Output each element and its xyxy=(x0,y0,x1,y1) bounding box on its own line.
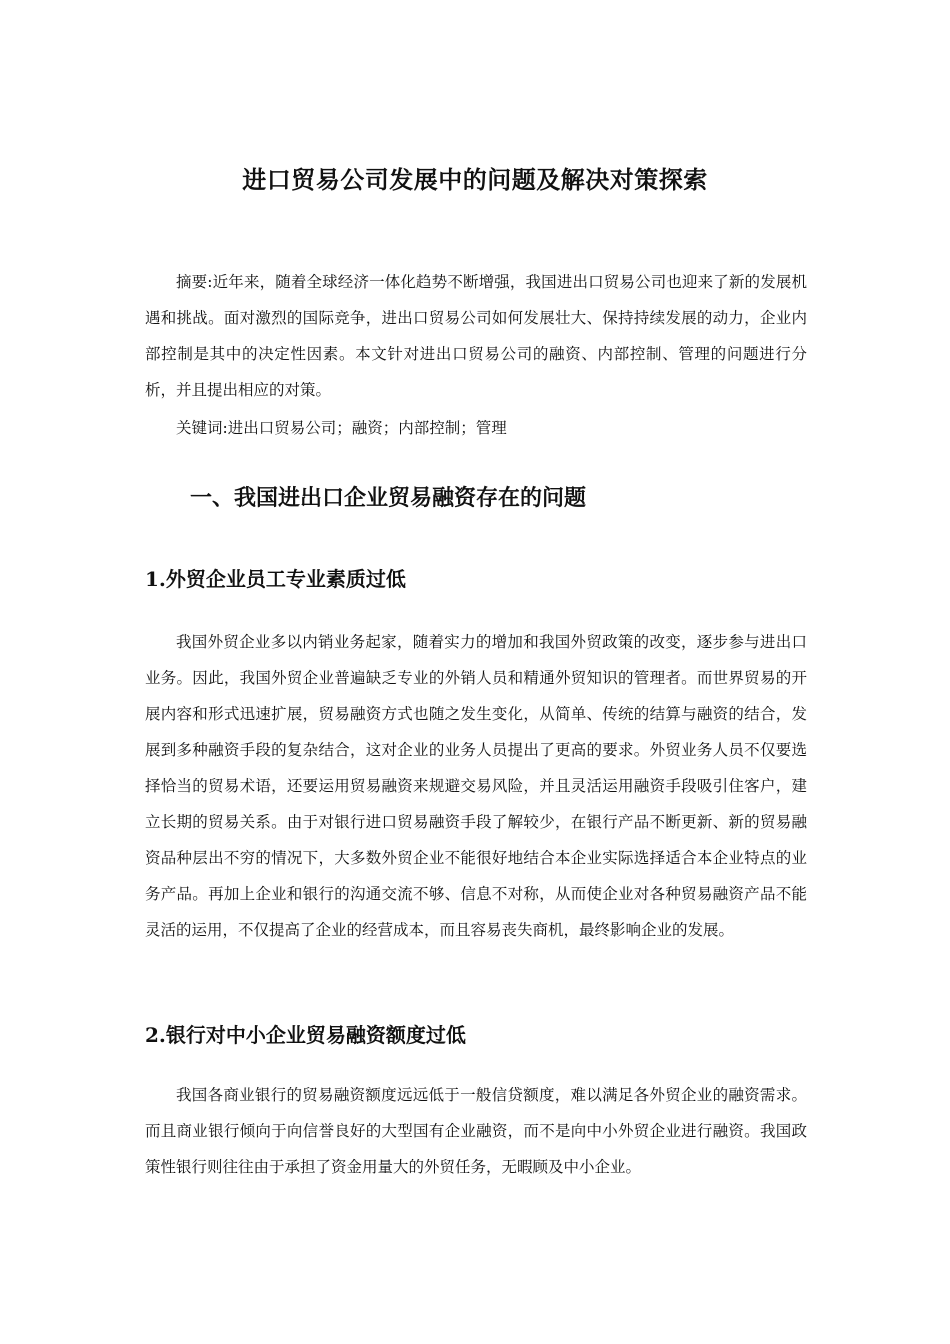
subsection-heading-1: 1.外贸企业员工专业素质过低 xyxy=(145,567,406,591)
subsection-heading-2: 2.银行对中小企业贸易融资额度过低 xyxy=(145,1023,466,1047)
section-heading: 一、我国进出口企业贸易融资存在的问题 xyxy=(190,485,587,511)
body-paragraph-2: 我国各商业银行的贸易融资额度远远低于一般信贷额度，难以满足各外贸企业的融资需求。而且商业银行倾向于向信誉良好的大型国有企业融资，而不是向中小外贸企业进行融资。我国政策性银行则往往由于承担了资金用量大的外贸任务，无暇顾及中小企业。 xyxy=(145,1086,807,1176)
keywords-line: 关键词:进出口贸易公司；融资；内部控制；管理 xyxy=(176,419,507,437)
abstract-paragraph: 摘要:近年来，随着全球经济一体化趋势不断增强，我国进出口贸易公司也迎来了新的发展机遇和挑战。面对激烈的国际竞争，进出口贸易公司如何发展壮大、保持持续发展的动力，企业内部控制是其中的决定性因素。本文针对进出口贸易公司的融资、内部控制、管理的问题进行分析，并且提出相应的对策。 xyxy=(145,273,807,399)
document-title: 进口贸易公司发展中的问题及解决对策探索 xyxy=(242,165,708,194)
body-paragraph-1: 我国外贸企业多以内销业务起家，随着实力的增加和我国外贸政策的改变，逐步参与进出口业务。因此，我国外贸企业普遍缺乏专业的外销人员和精通外贸知识的管理者。而世界贸易的开展内容和形式迅速扩展，贸易融资方式也随之发生变化，从简单、传统的结算与融资的结合，发展到多种融资手段的复杂结合，这对企业的业务人员提出了更高的要求。外贸业务人员不仅要选择恰当的贸易术语，还要运用贸易融资来规避交易风险，并且灵活运用融资手段吸引住客户，建立长期的贸易关系。由于对银行进口贸易融资手段了解较少，在银行产品不断更新、新的贸易融资品种层出不穷的情况下，大多数外贸企业不能很好地结合本企业实际选择适合本企业特点的业务产品。再加上企业和银行的沟通交流不够、信息不对称，从而使企业对各种贸易融资产品不能灵活的运用，不仅提高了企业的经营成本，而且容易丧失商机，最终影响企业的发展。 xyxy=(145,633,807,939)
